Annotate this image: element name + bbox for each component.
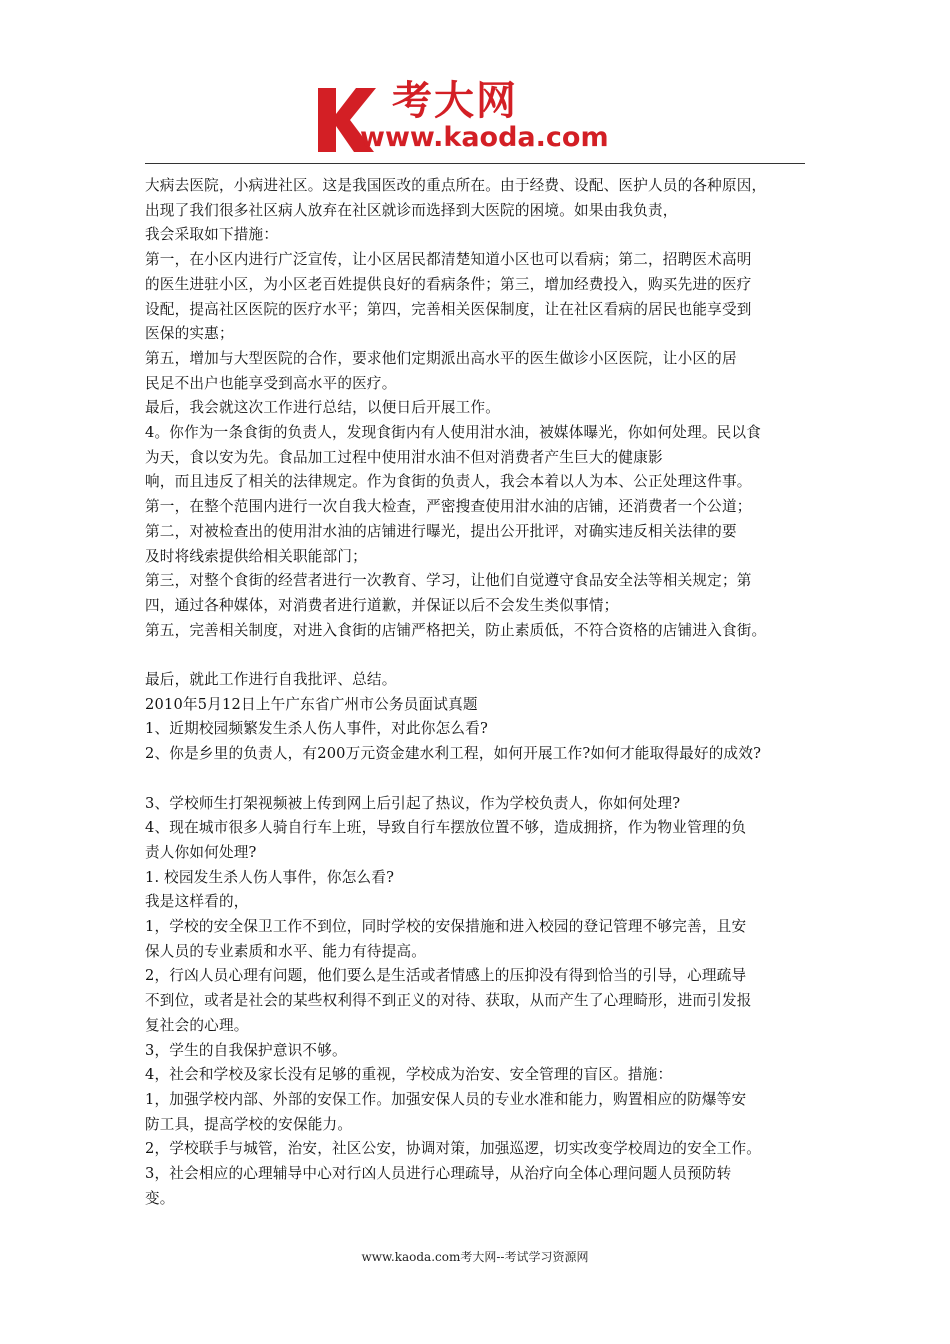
text-line: 4、现在城市很多人骑自行车上班，导致自行车摆放位置不够，造成拥挤，作为物业管理的负 — [145, 819, 747, 837]
text-line: 2，学校联手与城管，治安，社区公安，协调对策，加强巡逻，切实改变学校周边的安全工作。 — [145, 1140, 762, 1158]
text-line: 出现了我们很多社区病人放弃在社区就诊而选择到大医院的困境。如果由我负责， — [145, 201, 678, 219]
text-line: 最后，我会就这次工作进行总结，以便日后开展工作。 — [145, 399, 501, 417]
text-line: 3、学校师生打架视频被上传到网上后引起了热议，作为学校负责人，你如何处理? — [145, 794, 681, 812]
logo-url: www.kaoda.com — [360, 122, 609, 153]
blank-line — [145, 643, 813, 668]
text-line: 第五，增加与大型医院的合作，要求他们定期派出高水平的医生做诊小区医院，让小区的居 — [145, 349, 737, 367]
text-line: 第五，完善相关制度，对进入食街的店铺严格把关，防止素质低，不符合资格的店铺进入食街。 — [145, 621, 767, 639]
text-line: 1. 校园发生杀人伤人事件，你怎么看? — [145, 868, 395, 886]
page-footer: www.kaoda.com考大网--考试学习资源网 — [361, 1250, 589, 1264]
text-line: 3，学生的自我保护意识不够。 — [145, 1041, 347, 1059]
text-line: 医保的实惠； — [145, 325, 234, 343]
text-line: 1，学校的安全保卫工作不到位，同时学校的安保措施和进入校园的登记管理不够完善，且安 — [145, 918, 747, 936]
text-line: 1、近期校园频繁发生杀人伤人事件，对此你怎么看? — [145, 720, 488, 738]
text-line: 的医生进驻小区，为小区老百姓提供良好的看病条件；第三，增加经费投入，购买先进的医疗 — [145, 275, 752, 293]
text-line: 最后，就此工作进行自我批评、总结。 — [145, 671, 397, 689]
text-line: 民足不出户也能享受到高水平的医疗。 — [145, 374, 397, 392]
text-line: 第一，在小区内进行广泛宣传，让小区居民都清楚知道小区也可以看病；第二，招聘医术高明 — [145, 251, 752, 269]
text-line: 第二，对被检查出的使用泔水油的店铺进行曝光，提出公开批评，对确实违反相关法律的要 — [145, 522, 737, 540]
text-line: 2010年5月12日上午广东省广州市公务员面试真题 — [145, 695, 478, 713]
text-line: 及时将线索提供给相关职能部门； — [145, 547, 367, 565]
document-body — [145, 174, 813, 1212]
text-line: 4，社会和学校及家长没有足够的重视，学校成为治安、安全管理的盲区。措施： — [145, 1066, 673, 1084]
header-divider — [145, 163, 805, 164]
text-line: 1，加强学校内部、外部的安保工作。加强安保人员的专业水准和能力，购置相应的防爆等安 — [145, 1090, 747, 1108]
text-line: 责人你如何处理? — [145, 843, 257, 861]
text-line: 设配，提高社区医院的医疗水平；第四，完善相关医保制度，让在社区看病的居民也能享受到 — [145, 300, 752, 318]
text-line: 保人员的专业素质和水平、能力有待提高。 — [145, 942, 427, 960]
text-line: 我是这样看的， — [145, 893, 249, 911]
text-line: 3，社会相应的心理辅导中心对行凶人员进行心理疏导，从治疗向全体心理问题人员预防转 — [145, 1165, 732, 1183]
text-line: 四，通过各种媒体，对消费者进行道歉，并保证以后不会发生类似事情； — [145, 596, 619, 614]
text-line: 响，而且违反了相关的法律规定。作为食街的负责人，我会本着以人为本、公正处理这件事。 — [145, 473, 752, 491]
blank-line — [145, 767, 813, 792]
text-line: 第三，对整个食街的经营者进行一次教育、学习，让他们自觉遵守食品安全法等相关规定；第 — [145, 572, 752, 590]
text-line: 为天，食以安为先。食品加工过程中使用泔水油不但对消费者产生巨大的健康影 — [145, 448, 663, 466]
text-line: 4。你作为一条食街的负责人，发现食街内有人使用泔水油，被媒体曝光，你如何处理。民以食 — [145, 424, 762, 442]
text-line: 不到位，或者是社会的某些权利得不到正义的对待、获取，从而产生了心理畸形，进而引发报 — [145, 992, 752, 1010]
text-line: 我会采取如下措施： — [145, 226, 279, 244]
text-line: 复社会的心理。 — [145, 1016, 249, 1034]
text-line: 防工具，提高学校的安保能力。 — [145, 1115, 353, 1133]
kaoda-logo[interactable] — [316, 78, 646, 158]
text-line: 2，行凶人员心理有问题，他们要么是生活或者情感上的压抑没有得到恰当的引导，心理疏导 — [145, 967, 747, 985]
text-line: 第一，在整个范围内进行一次自我大检查，严密搜查使用泔水油的店铺，还消费者一个公道； — [145, 498, 752, 516]
text-line: 2、你是乡里的负责人，有200万元资金建水利工程，如何开展工作?如何才能取得最好的成效? — [145, 745, 762, 763]
text-line: 变。 — [145, 1189, 175, 1207]
text-line: 大病去医院，小病进社区。这是我国医改的重点所在。由于经费、设配、医护人员的各种原因， — [145, 177, 767, 194]
logo-chinese-name: 考大网 — [392, 78, 518, 124]
